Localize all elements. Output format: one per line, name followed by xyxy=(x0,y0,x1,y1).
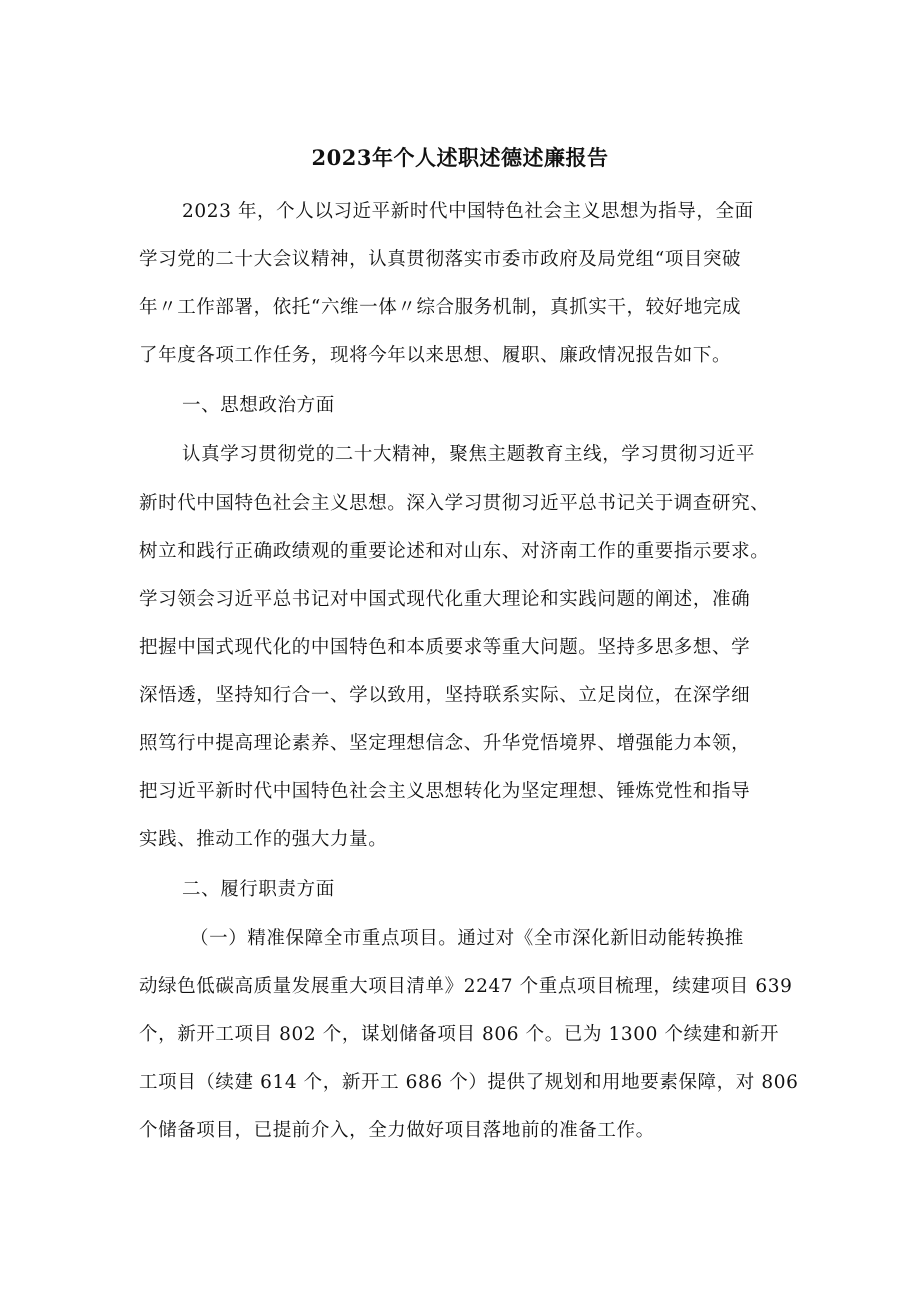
paragraph-line: 动绿色低碳高质量发展重大项目清单》2247 个重点项目梳理，续建项目 639 xyxy=(139,976,793,997)
paragraph-line: 2023 年，个人以习近平新时代中国特色社会主义思想为指导，全面 xyxy=(182,201,754,222)
paragraph-line: 了年度各项工作任务，现将今年以来思想、履职、廉政情况报告如下。 xyxy=(139,345,732,366)
paragraph-line: 工项目（续建 614 个，新开工 686 个）提供了规划和用地要素保障，对 806 xyxy=(139,1072,799,1093)
paragraph-line: 学习党的二十大会议精神，认真贯彻落实市委市政府及局党组“项目突破 xyxy=(139,249,742,270)
paragraph-line: 新时代中国特色社会主义思想。深入学习贯彻习近平总书记关于调查研究、 xyxy=(139,493,770,514)
paragraph-line: 树立和践行正确政绩观的重要论述和对山东、对济南工作的重要指示要求。 xyxy=(139,541,770,562)
paragraph-line: 学习领会习近平总书记对中国式现代化重大理论和实践问题的阐述，准确 xyxy=(139,589,751,610)
paragraph-line: （一）精准保障全市重点项目。通过对《全市深化新旧动能转换推 xyxy=(190,928,744,949)
paragraph-line: 深悟透，坚持知行合一、学以致用，坚持联系实际、立足岗位，在深学细 xyxy=(139,685,751,706)
paragraph-line: 个，新开工项目 802 个，谋划储备项目 806 个。已为 1300 个续建和新开 xyxy=(139,1024,780,1045)
paragraph-line: 把习近平新时代中国特色社会主义思想转化为坚定理想、锤炼党性和指导 xyxy=(139,781,751,802)
paragraph-line: 把握中国式现代化的中国特色和本质要求等重大问题。坚持多思多想、学 xyxy=(139,637,751,658)
section-heading: 一、思想政治方面 xyxy=(182,395,335,416)
paragraph-line: 实践、推动工作的强大力量。 xyxy=(139,829,388,850)
paragraph-line: 认真学习贯彻党的二十大精神，聚焦主题教育主线，学习贯彻习近平 xyxy=(182,444,756,465)
paragraph-line: 年〃工作部署，依托“六维一体〃综合服务机制，真抓实干，较好地完成 xyxy=(139,297,742,318)
section-heading: 二、履行职责方面 xyxy=(182,879,335,900)
paragraph-line: 照笃行中提高理论素养、坚定理想信念、升华党悟境界、增强能力本领， xyxy=(139,733,751,754)
paragraph-line: 个储备项目，已提前介入，全力做好项目落地前的准备工作。 xyxy=(139,1120,655,1141)
document-title: 2023年个人述职述德述廉报告 xyxy=(311,145,609,170)
